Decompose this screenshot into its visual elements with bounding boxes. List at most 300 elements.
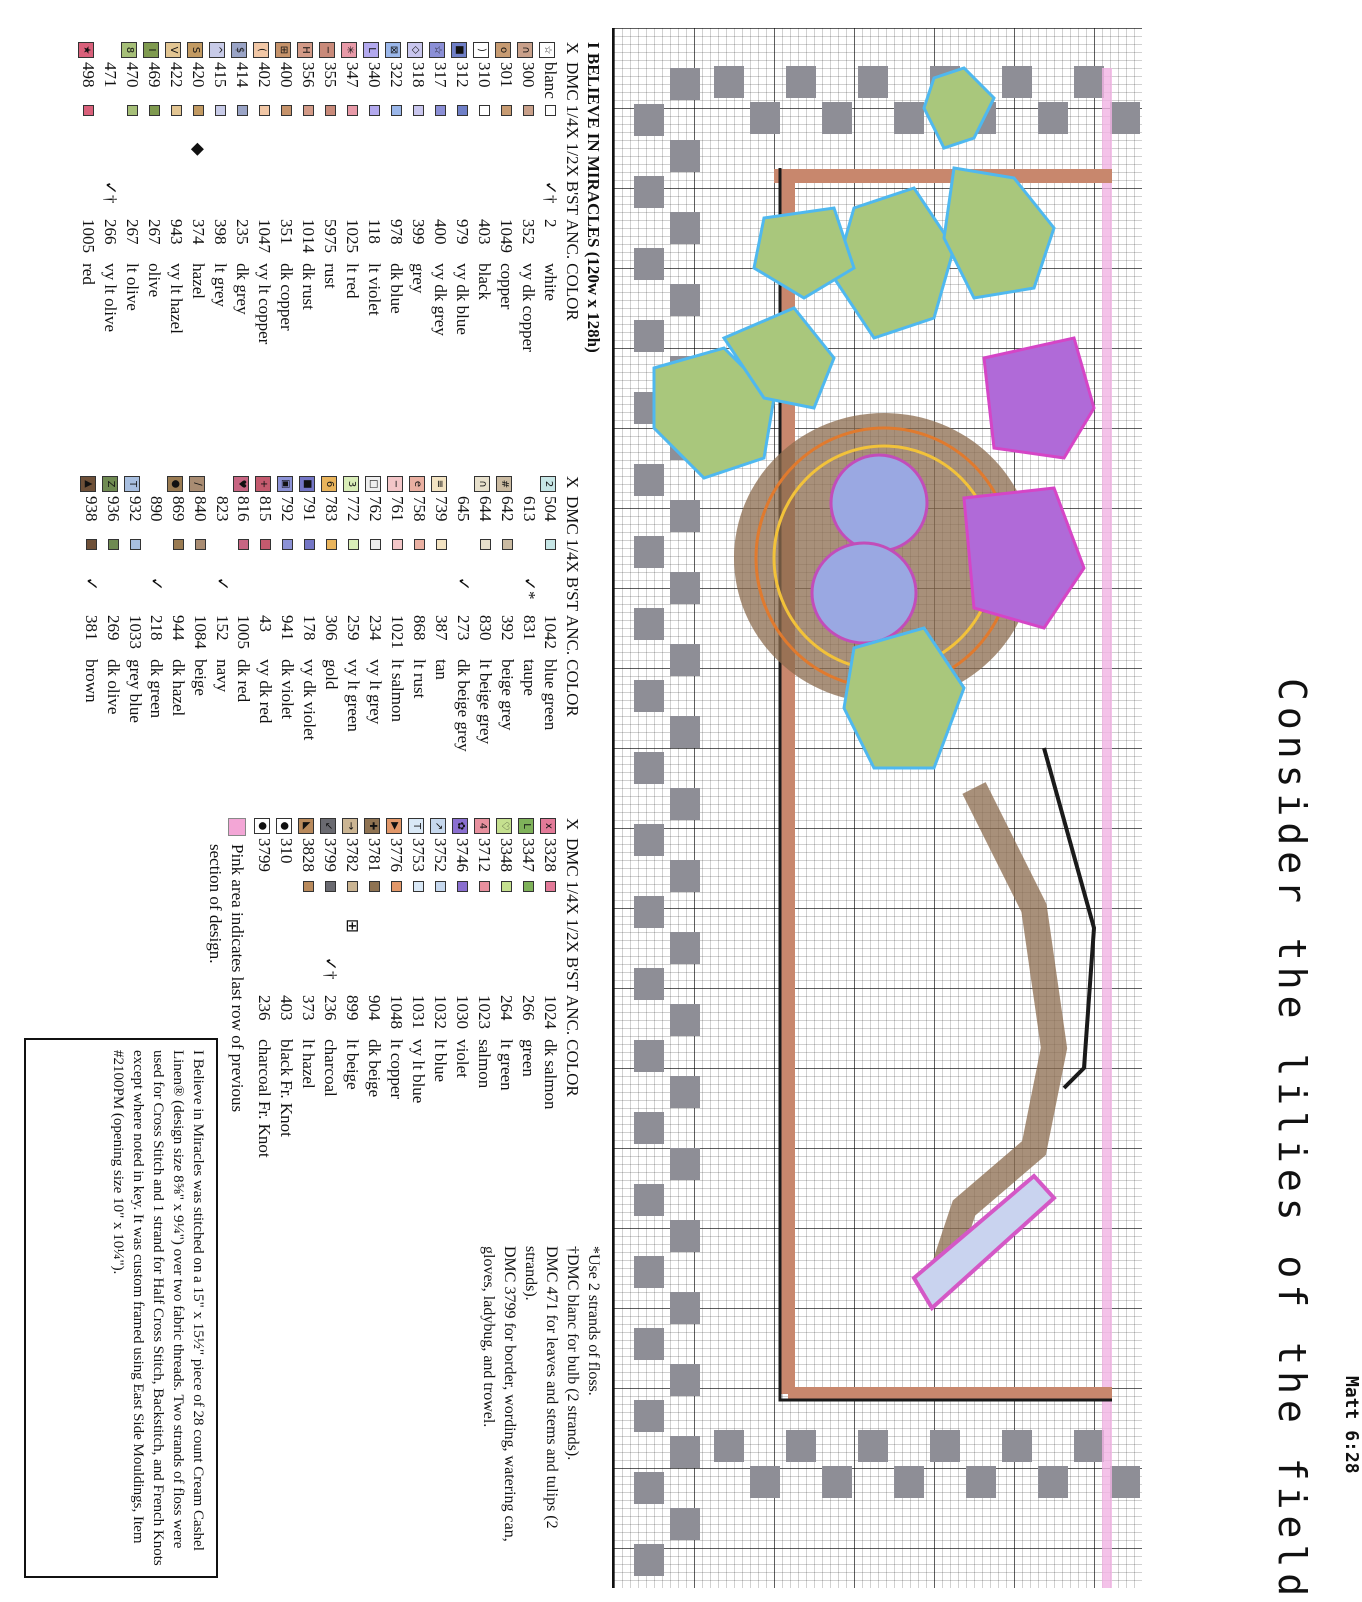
backstitch-cell: ✓† [101,180,121,204]
floss-row [167,476,189,756]
header-anc: ANC. [562,218,582,260]
anchor-cell: 868 [410,614,430,641]
symbol-cell [102,476,124,496]
quarter-stitch-icon [281,105,292,116]
floss-symbol-icon: ● [167,476,183,492]
floss-symbol-icon: ^ [209,42,225,58]
floss-row [165,42,187,356]
quarter-stitch-cell [385,105,407,143]
quarter-stitch-icon [347,881,358,892]
color-name-cell: charcoal Fr. Knot [255,1039,275,1158]
symbol-cell [495,42,517,62]
floss-symbol-icon: ◣ [298,818,314,834]
color-name-cell: salmon [475,1039,495,1089]
floss-symbol-icon: ∩ [474,476,490,492]
quarter-stitch-icon [282,539,293,550]
quarter-stitch-cell [539,105,561,143]
backstitch-cell [275,181,297,219]
backstitch-cell [277,577,299,615]
check-block [634,1184,664,1216]
symbol-cell [429,42,451,62]
symbol-cell [167,476,189,496]
dmc-cell: 815 [256,496,276,522]
color-name-cell: charcoal [321,1039,341,1097]
half-stitch-cell [254,919,276,957]
backstitch-cell [253,181,275,219]
floss-symbol-icon: ● [254,818,270,834]
color-name-cell: brown [81,659,101,703]
color-name-cell: dk blue [386,263,406,314]
floss-table-1 [78,42,583,356]
quarter-stitch-icon [436,539,447,550]
quarter-stitch-icon [370,539,381,550]
half-stitch-cell [408,919,430,957]
anchor-cell: 400 [430,218,450,245]
quarter-stitch-cell [297,105,319,143]
color-name-cell: beige grey [497,659,517,731]
dmc-cell: 470 [122,62,142,88]
quarter-stitch-cell [102,539,124,577]
check-block [634,248,664,280]
check-block [634,896,664,928]
color-name-cell: lt rust [410,659,430,699]
quarter-stitch-cell [386,881,408,919]
quarter-stitch-cell [320,881,342,919]
floss-symbol-icon: − [387,476,403,492]
dmc-cell: 402 [254,62,274,88]
backstitch-cell [365,577,387,615]
symbol-cell [363,42,385,62]
anchor-cell: 118 [364,218,384,244]
anchor-cell: 1047 [254,218,274,253]
anchor-cell: 235 [232,218,252,245]
floss-symbol-icon: ☆ [539,42,555,58]
check-block [750,1466,780,1498]
check-block [670,572,700,604]
floss-symbol-icon: → [342,818,358,834]
quarter-stitch-icon [479,881,490,892]
color-name-cell: red [79,263,99,285]
check-block [1110,1466,1140,1498]
check-block [634,968,664,1000]
floss-symbol-icon: □ [365,476,381,492]
floss-symbol-icon: ✚ [364,818,380,834]
floss-row [386,818,408,1162]
floss-symbol-icon: ≡ [431,476,447,492]
floss-row [474,476,496,756]
floss-symbol-icon: 2 [540,476,556,492]
dmc-cell: 816 [234,496,254,522]
quarter-stitch-cell [431,539,453,577]
half-stitch-cell [165,143,187,181]
half-stitch-cell [298,919,320,957]
quarter-stitch-cell [517,105,539,143]
check-block [634,1400,664,1432]
quarter-stitch-icon [347,105,358,116]
dmc-cell: 783 [322,496,342,522]
symbol-cell [298,818,320,838]
symbol-cell [124,476,146,496]
half-stitch-cell [495,143,517,181]
check-block [1074,1430,1104,1462]
color-name-cell: beige [191,659,211,696]
floss-symbol-icon: ) [473,42,489,58]
header-x: X [563,818,582,831]
quarter-stitch-icon [303,881,314,892]
color-name-cell: black Fr. Knot [277,1039,297,1137]
color-name-cell: vy lt green [344,659,364,732]
floss-row [387,476,409,756]
symbol-cell [387,476,409,496]
quarter-stitch-icon [413,105,424,116]
color-name-cell: lt hazel [299,1039,319,1089]
symbol-cell [187,42,209,62]
anchor-cell: 1021 [388,614,408,649]
quarter-stitch-cell [341,105,363,143]
symbol-cell [365,476,387,496]
half-stitch-cell [320,919,342,957]
floss-row [189,476,211,756]
legend-panel [14,28,614,1588]
symbol-cell [341,42,363,62]
anchor-cell: 374 [188,218,208,245]
check-block [894,102,924,134]
anchor-cell: 267 [122,218,142,245]
anchor-cell: 2 [540,218,560,228]
color-name-cell: white [540,263,560,301]
floss-row [321,476,343,756]
color-name-cell: navy [212,659,232,693]
floss-symbol-icon: V [165,42,181,58]
backstitch-cell: ✓ [454,576,474,591]
anchor-cell: 1005 [79,218,99,253]
floss-symbol-icon: + [255,476,271,492]
symbol-cell [539,42,561,62]
quarter-stitch-icon [237,105,248,116]
anchor-cell: 398 [210,218,230,245]
backstitch-cell [540,957,562,995]
color-name-cell: green [519,1039,539,1077]
anchor-cell: 403 [277,994,297,1021]
check-block [634,752,664,784]
half-stitch-cell [364,919,386,957]
symbol-cell [474,818,496,838]
quarter-stitch-icon [238,539,249,550]
dmc-cell: 758 [410,496,430,522]
quarter-stitch-cell [321,539,343,577]
anchor-cell: 266 [519,994,539,1021]
color-name-cell: rust [320,263,340,289]
floss-notes [478,1246,604,1576]
dmc-cell: 791 [300,496,320,522]
header-color: COLOR [562,263,582,321]
half-stitch-cell: ⊞ [343,918,363,933]
floss-row [275,42,297,356]
half-stitch-cell: ◆ [188,142,208,156]
quarter-stitch-cell [165,105,187,143]
check-block [634,320,664,352]
dmc-cell: 3799 [255,838,275,872]
floss-symbol-icon: ☆ [429,42,445,58]
legend-column-1 [78,42,604,462]
color-name-cell: vy lt olive [101,263,121,333]
floss-row [363,42,385,356]
anchor-cell: 178 [300,614,320,641]
symbol-cell [431,476,453,496]
dmc-cell: 415 [210,62,230,88]
anchor-cell: 399 [408,218,428,245]
header-bst: B'ST [563,576,582,611]
color-name-cell: lt olive [122,263,142,311]
check-block [634,1544,664,1576]
half-stitch-cell [452,919,474,957]
quarter-stitch-cell [298,881,320,919]
color-name-cell: lt red [342,263,362,299]
check-block [894,1466,924,1498]
anchor-cell: 1014 [298,218,318,253]
symbol-cell [320,818,342,838]
color-name-cell: dk salmon [541,1039,561,1110]
half-stitch-cell [341,143,363,181]
half-stitch-cell [407,143,429,181]
quarter-stitch-cell [387,539,409,577]
floss-symbol-icon: ✳ [341,42,357,58]
anchor-cell: 941 [278,614,298,641]
pink-swatch-icon [228,818,246,836]
check-block [786,1430,816,1462]
floss-symbol-icon: T [408,818,424,834]
floss-symbol-icon: − [319,42,335,58]
color-name-cell: dk olive [103,659,123,715]
floss-symbol-icon: ♡ [496,818,512,834]
anchor-cell: 43 [256,614,276,632]
quarter-stitch-cell [540,539,562,577]
symbol-cell [80,476,102,496]
color-name-cell: copper [496,263,516,310]
backstitch-cell [189,577,211,615]
anchor-cell: 381 [81,614,101,641]
floss-row [78,42,100,356]
floss-row [453,476,474,756]
quarter-stitch-icon [457,881,468,892]
quarter-stitch-icon [259,105,270,116]
floss-symbol-icon: ⊞ [275,42,291,58]
quarter-stitch-icon [195,539,206,550]
quarter-stitch-icon [173,539,184,550]
quarter-stitch-cell [495,105,517,143]
symbol-cell [496,476,518,496]
dmc-cell: 3347 [519,838,539,872]
backstitch-cell [387,577,409,615]
backstitch-cell [496,957,518,995]
backstitch-cell [341,181,363,219]
symbol-cell [146,476,167,496]
half-stitch-cell [430,919,452,957]
color-name-cell: gold [322,659,342,690]
quarter-stitch-icon [391,105,402,116]
dmc-cell: 498 [79,62,99,88]
color-name-cell: dk hazel [169,659,189,717]
floss-row [518,476,539,756]
floss-table-3 [254,818,583,1162]
anchor-cell: 943 [166,218,186,245]
chart-wording: Consider the lilies of the field [1270,678,1314,1602]
floss-row [496,818,518,1162]
floss-row [409,476,431,756]
header-quarter: 1/4X [562,104,582,139]
floss-row [102,476,124,756]
header-x: X [563,476,582,489]
quarter-stitch-cell [187,105,209,143]
header-half: 1/2X [563,918,582,953]
quarter-stitch-cell [276,881,298,919]
floss-row [342,818,364,1162]
symbol-cell [277,476,299,496]
color-name-cell: vy dk grey [430,263,450,336]
anchor-cell: 1033 [125,614,145,649]
dmc-cell: 312 [452,62,472,88]
quarter-stitch-icon [260,539,271,550]
quarter-stitch-cell [452,881,474,919]
quarter-stitch-icon [545,539,556,550]
backstitch-cell: ✓† [540,180,560,204]
anchor-cell: 392 [497,614,517,641]
floss-symbol-icon: # [496,476,512,492]
quarter-stitch-icon [392,539,403,550]
check-block [634,680,664,712]
dmc-cell: 3799 [321,838,341,872]
legend-column-3 [205,818,604,1238]
half-stitch-cell [276,919,298,957]
dmc-cell: 823 [212,496,232,522]
check-block [634,176,664,208]
anchor-cell: 152 [212,614,232,641]
check-block [714,66,744,98]
dmc-cell: 739 [432,496,452,522]
check-block [670,212,700,244]
floss-symbol-icon: ♥ [233,476,249,492]
quarter-stitch-icon [215,105,226,116]
symbol-cell [453,476,474,496]
symbol-cell [407,42,429,62]
quarter-stitch-icon [83,105,94,116]
anchor-cell: 5975 [320,218,340,253]
dmc-cell: 642 [497,496,517,522]
note-4: DMC 3799 for border, wording, watering can, gloves, ladybug, and trowel. [480,1246,518,1542]
check-block [670,716,700,748]
check-block [670,500,700,532]
anchor-cell: 273 [454,614,474,641]
quarter-stitch-icon [480,539,491,550]
symbol-cell [451,42,473,62]
floss-row [429,42,451,356]
backstitch-cell [297,181,319,219]
anchor-cell: 269 [103,614,123,641]
header-color: COLOR [563,1039,582,1097]
check-block [670,1436,700,1468]
floss-symbol-icon: I [143,42,159,58]
floss-row [451,42,473,356]
header-dmc: DMC [562,62,582,101]
header-dmc: DMC [563,496,582,535]
dmc-cell: 355 [320,62,340,88]
quarter-stitch-icon [479,105,490,116]
symbol-cell [143,42,165,62]
floss-row [407,42,429,356]
color-name-cell: vy dk violet [300,659,320,741]
check-block [670,1508,700,1540]
symbol-cell [518,476,539,496]
backstitch-cell: ✓ [81,576,101,591]
floss-row [364,818,386,1162]
dmc-cell: 471 [101,62,121,88]
color-name-cell: lt beige grey [475,659,495,745]
dmc-cell: 318 [408,62,428,88]
dmc-cell: 469 [144,62,164,88]
check-block [670,68,700,100]
symbol-cell [231,42,253,62]
symbol-cell [100,42,121,62]
dmc-cell: 3781 [365,838,385,872]
dmc-cell: 422 [166,62,186,88]
quarter-stitch-icon [414,539,425,550]
half-stitch-cell [143,143,165,181]
quarter-stitch-icon [369,881,380,892]
symbol-cell [321,476,343,496]
anchor-cell: 236 [321,994,341,1021]
dmc-cell: 936 [103,496,123,522]
quarter-stitch-icon [326,539,337,550]
dmc-cell: 3828 [299,838,319,872]
color-name-cell: dk grey [232,263,252,315]
half-stitch-cell [209,143,231,181]
floss-row [319,42,341,356]
quarter-stitch-cell [365,539,387,577]
floss-symbol-icon: ⊠ [385,42,401,58]
color-name-cell: lt copper [387,1039,407,1100]
backstitch-cell [102,577,124,615]
anchor-cell: 266 [101,218,121,245]
quarter-stitch-icon [413,881,424,892]
legend-rotated [14,28,614,1588]
floss-symbol-icon: ▲ [80,476,96,492]
quarter-stitch-cell [253,105,275,143]
chart-artwork [614,28,1142,1588]
anchor-cell: 387 [432,614,452,641]
floss-symbol-icon: ∕ [189,476,205,492]
floss-row [146,476,167,756]
signature-name: Matt [1341,1376,1362,1420]
header-color: COLOR [563,659,582,717]
quarter-stitch-icon [108,539,119,550]
floss-symbol-icon: 3 [343,476,359,492]
symbol-cell [121,42,143,62]
floss-symbol-icon: 8 [121,42,137,58]
quarter-stitch-icon [304,539,315,550]
dmc-cell: 762 [366,496,386,522]
quarter-stitch-cell [343,539,365,577]
anchor-cell: 267 [144,218,164,245]
floss-symbol-icon: ■ [451,42,467,58]
symbol-cell [409,476,431,496]
header-bst: B'ST [562,180,582,215]
floss-symbol-icon: $ [231,42,247,58]
backstitch-cell [167,577,189,615]
check-block [786,66,816,98]
check-block [822,1466,852,1498]
symbol-cell [518,818,540,838]
color-name-cell: lt beige [343,1039,363,1090]
